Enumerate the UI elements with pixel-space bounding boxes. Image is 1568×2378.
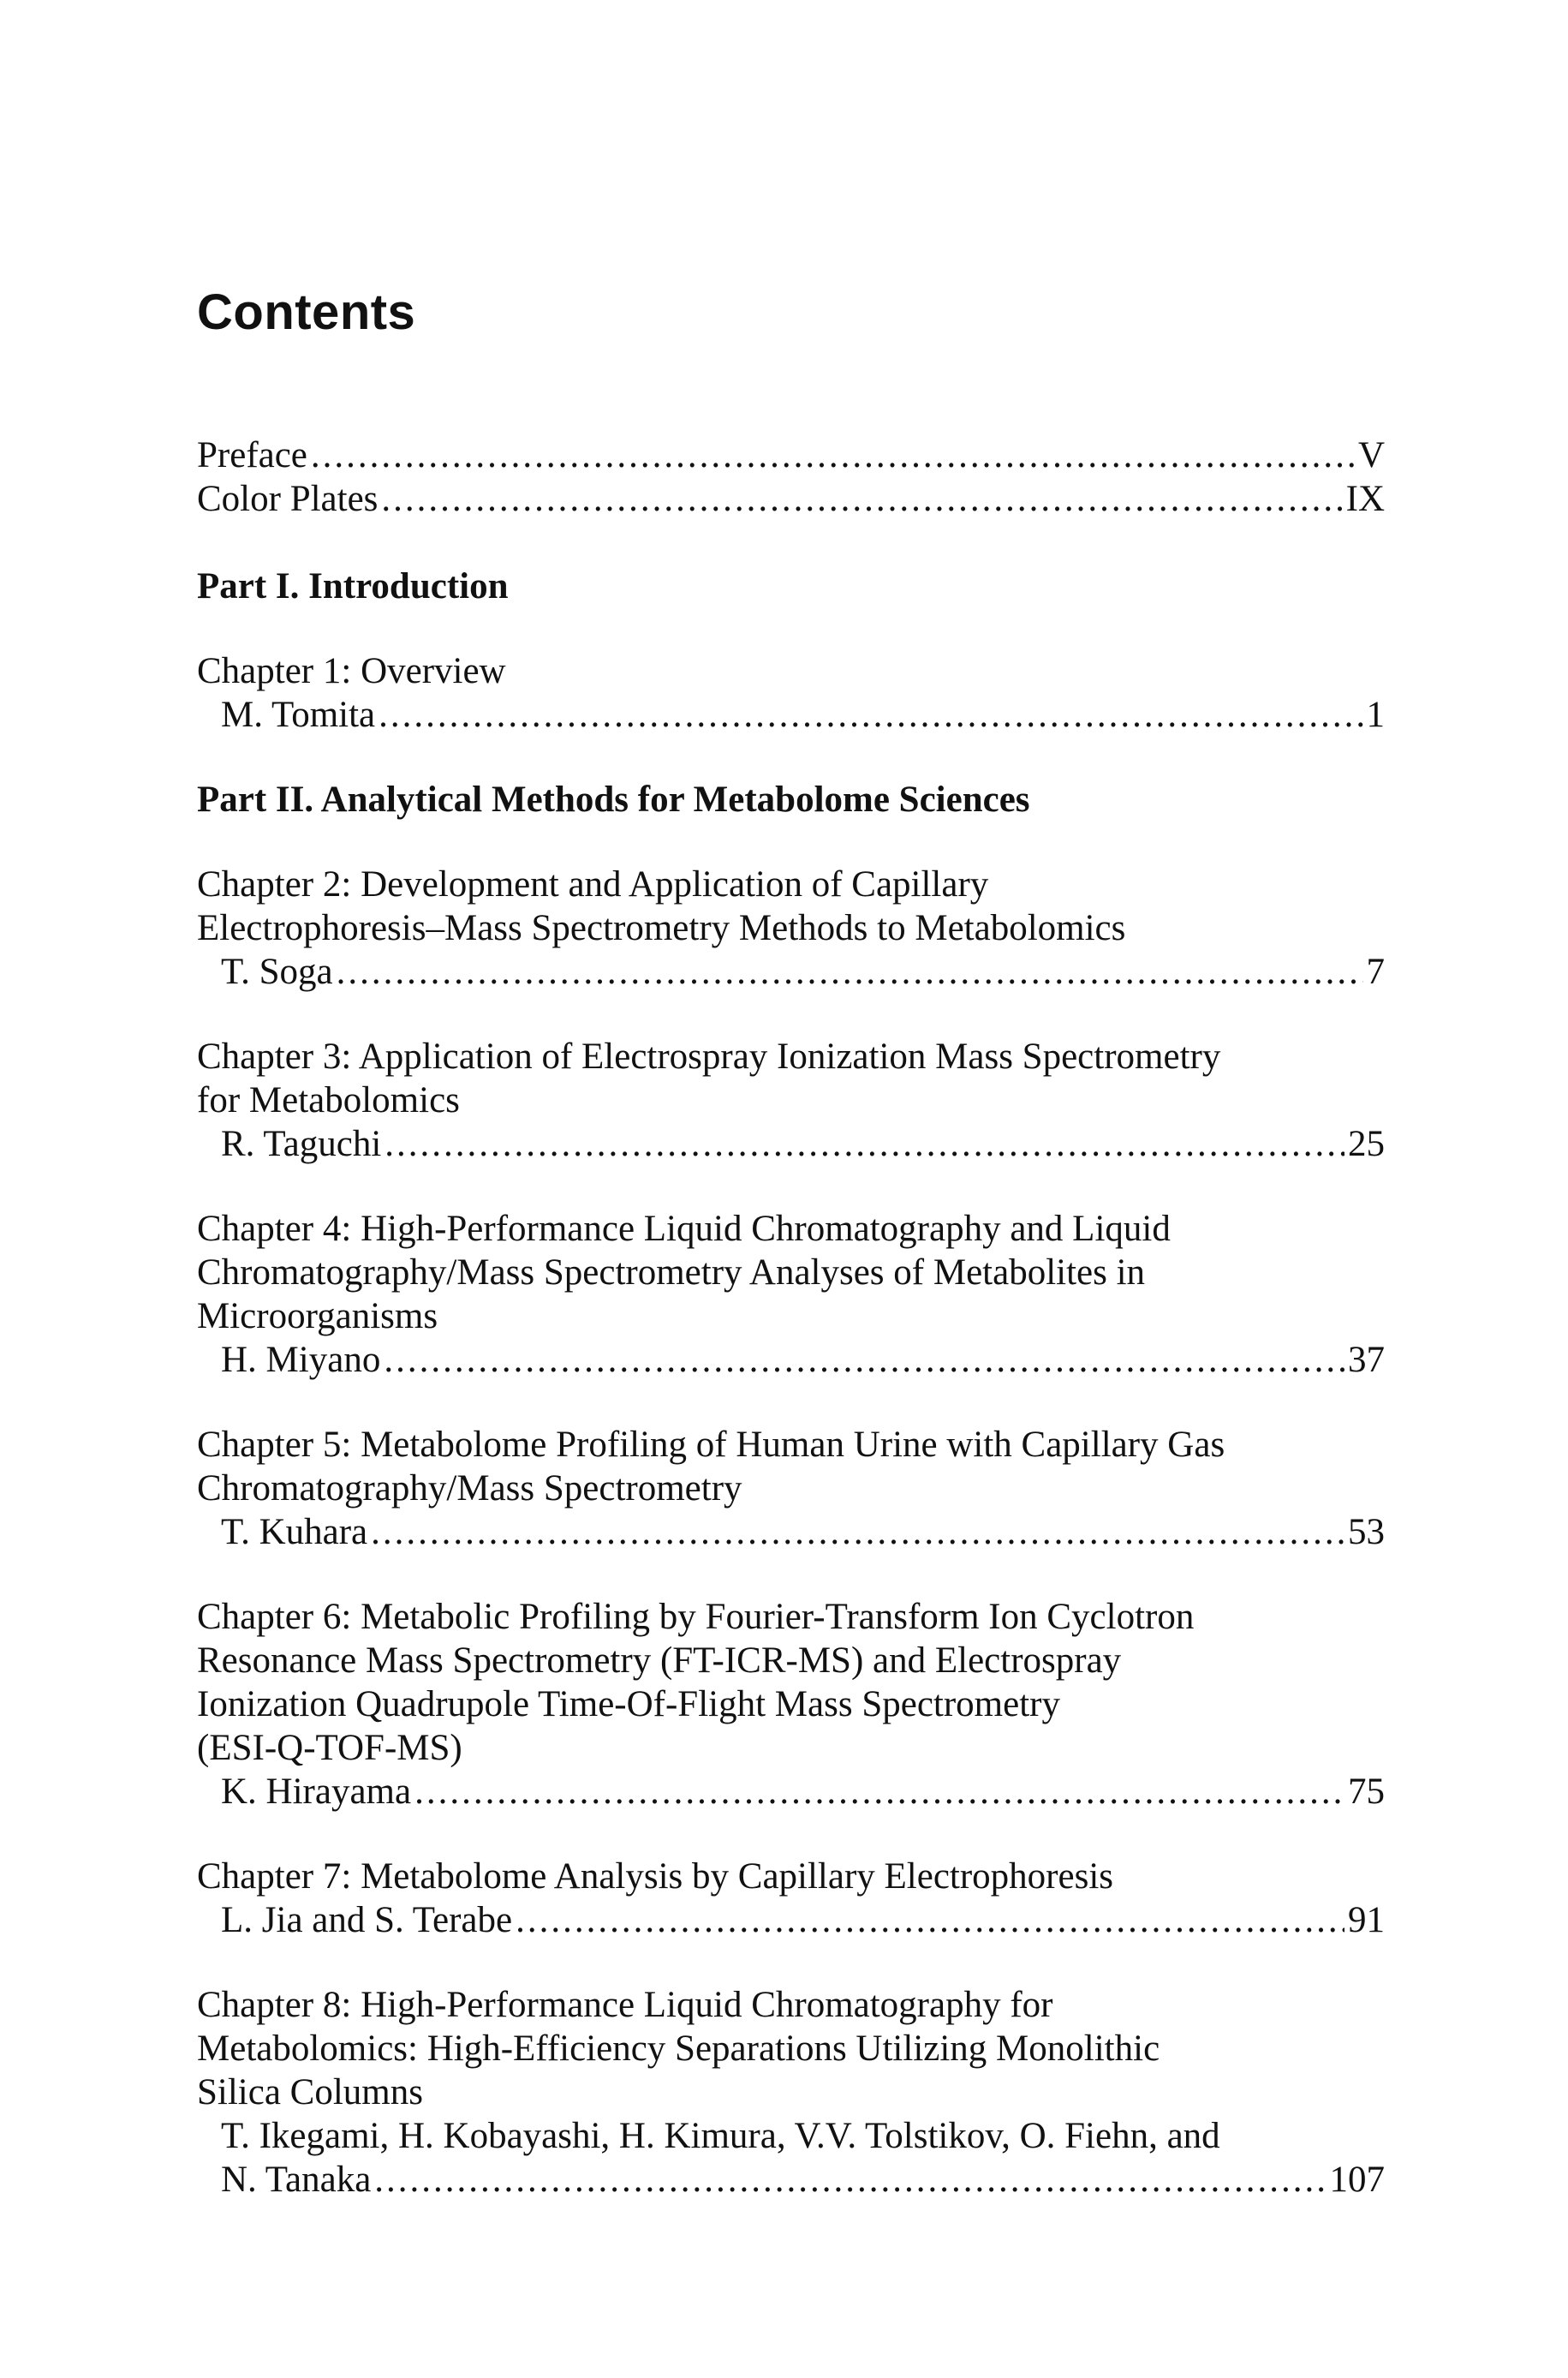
toc-entry-preface[interactable] <box>197 433 1385 477</box>
toc-entry-chapter-8[interactable] <box>197 1983 1385 2202</box>
entry-page: 1 <box>1366 695 1385 735</box>
dot-leader <box>379 693 1362 737</box>
author-line <box>197 1338 1385 1382</box>
toc-entry-chapter-2[interactable] <box>197 863 1385 994</box>
dot-leader <box>371 1510 1344 1554</box>
page-title: Contents <box>197 284 416 340</box>
entry-page: V <box>1357 435 1385 475</box>
chapter-title-line: Electrophoresis–Mass Spectrometry Methods to Metabolomics <box>197 908 1126 948</box>
contents-page <box>197 283 1385 2243</box>
chapter-title-line: (ESI-Q-TOF-MS) <box>197 1728 462 1768</box>
chapter-title-line: Ionization Quadrupole Time-Of-Flight Mass Spectrometry <box>197 1684 1060 1724</box>
chapter-authors: K. Hirayama <box>221 1772 412 1812</box>
part-section <box>197 565 1385 737</box>
chapter-title-line: Chapter 2: Development and Application of Capillary <box>197 864 989 905</box>
chapter-authors: L. Jia and S. Terabe <box>221 1900 513 1940</box>
toc-entry-chapter-5[interactable] <box>197 1423 1385 1554</box>
part-heading: Part I. Introduction <box>197 566 509 606</box>
chapter-title-line: Chapter 4: High-Performance Liquid Chromatography and Liquid <box>197 1209 1171 1249</box>
chapter-authors: R. Taguchi <box>221 1124 382 1164</box>
chapter-authors: N. Tanaka <box>221 2160 372 2200</box>
toc-entry-chapter-6[interactable] <box>197 1595 1385 1813</box>
entry-page: IX <box>1345 479 1385 519</box>
part-section <box>197 778 1385 2202</box>
part-heading: Part II. Analytical Methods for Metabolome Sciences <box>197 780 1030 820</box>
toc-entry-chapter-4[interactable] <box>197 1207 1385 1382</box>
author-line <box>197 1770 1385 1813</box>
chapter-title-line: Chromatography/Mass Spectrometry <box>197 1468 742 1509</box>
entry-page: 107 <box>1329 2160 1385 2200</box>
chapter-authors: T. Soga <box>221 952 333 992</box>
dot-leader <box>414 1770 1344 1813</box>
entry-page: 37 <box>1348 1340 1385 1380</box>
dot-leader <box>337 950 1363 994</box>
chapter-title-line: for Metabolomics <box>197 1080 460 1120</box>
chapter-title-line: Chromatography/Mass Spectrometry Analyses of Metabolites in <box>197 1252 1146 1293</box>
chapter-title-line: Silica Columns <box>197 2072 423 2112</box>
chapter-title-line: Metabolomics: High-Efficiency Separations Utilizing Monolithic <box>197 2028 1160 2069</box>
entry-page: 91 <box>1348 1900 1385 1940</box>
chapter-title-line: Chapter 1: Overview <box>197 651 506 691</box>
entry-page: 53 <box>1348 1512 1385 1552</box>
dot-leader <box>385 1122 1344 1166</box>
author-line <box>197 1122 1385 1166</box>
chapter-authors: H. Miyano <box>221 1340 381 1380</box>
dot-leader <box>516 1898 1344 1942</box>
author-line <box>197 2158 1385 2202</box>
dot-leader <box>374 2158 1326 2202</box>
chapter-title-line: Chapter 3: Application of Electrospray Ionization Mass Spectrometry <box>197 1037 1221 1077</box>
entry-page: 75 <box>1348 1772 1385 1812</box>
toc-entry-chapter-3[interactable] <box>197 1035 1385 1166</box>
dot-leader <box>311 433 1355 477</box>
chapter-authors: T. Kuhara <box>221 1512 368 1552</box>
entry-page: 25 <box>1348 1124 1385 1164</box>
entry-label: Preface <box>197 435 307 475</box>
toc-entry-color-plates[interactable] <box>197 477 1385 521</box>
author-line <box>197 693 1385 737</box>
author-line <box>197 950 1385 994</box>
dot-leader <box>381 477 1342 521</box>
chapter-title-line: Chapter 8: High-Performance Liquid Chromatography for <box>197 1985 1053 2025</box>
author-line <box>197 1510 1385 1554</box>
toc-entry-chapter-1[interactable] <box>197 649 1385 737</box>
chapter-title-line: Chapter 7: Metabolome Analysis by Capillary Electrophoresis <box>197 1856 1114 1897</box>
toc-entry-chapter-7[interactable] <box>197 1855 1385 1942</box>
chapter-authors: M. Tomita <box>221 695 376 735</box>
chapter-authors: T. Ikegami, H. Kobayashi, H. Kimura, V.V. Tolstikov, O. Fiehn, and <box>221 2116 1220 2156</box>
chapter-title-line: Chapter 6: Metabolic Profiling by Fourier-Transform Ion Cyclotron <box>197 1597 1195 1637</box>
author-line <box>197 1898 1385 1942</box>
chapter-title-line: Microorganisms <box>197 1296 438 1336</box>
chapter-title-line: Chapter 5: Metabolome Profiling of Human Urine with Capillary Gas <box>197 1425 1225 1465</box>
entry-label: Color Plates <box>197 479 379 519</box>
chapter-title-line: Resonance Mass Spectrometry (FT-ICR-MS) and Electrospray <box>197 1640 1122 1681</box>
front-matter <box>197 433 1385 521</box>
dot-leader <box>384 1338 1344 1382</box>
entry-page: 7 <box>1366 952 1385 992</box>
